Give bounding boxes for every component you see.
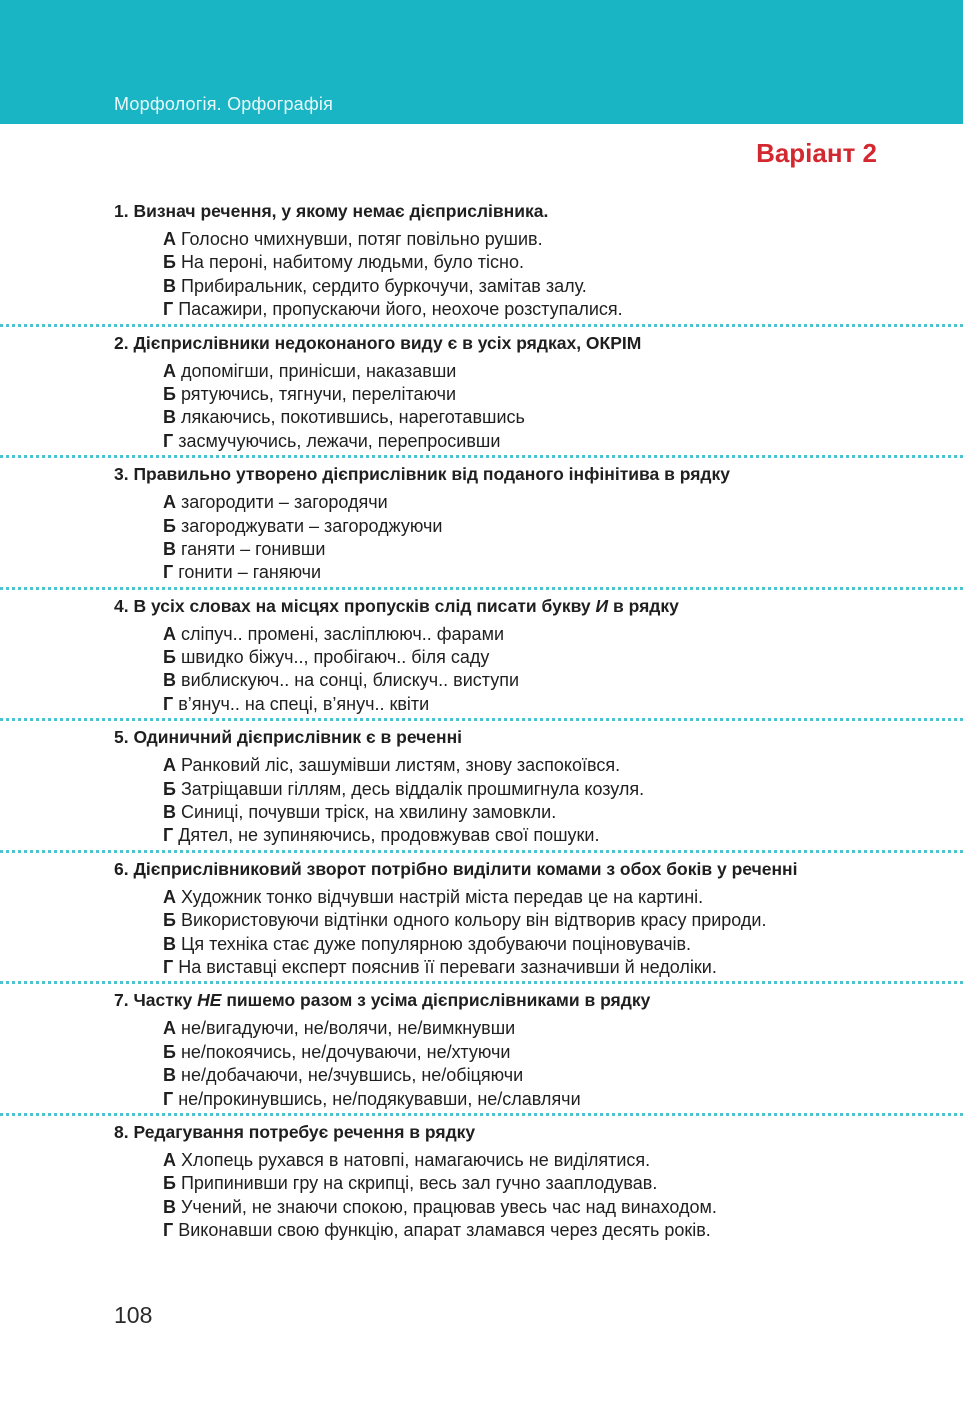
option-letter: Б: [163, 1173, 176, 1194]
question-8: [0, 1120, 963, 1243]
option-b[interactable]: [163, 909, 963, 932]
option-letter: Г: [163, 1220, 174, 1241]
option-a[interactable]: [163, 623, 963, 646]
option-letter: В: [163, 407, 176, 428]
question-prompt: 5. Одиничний дієприслівник є в реченні: [114, 727, 463, 748]
dotted-divider: [0, 850, 963, 853]
option-letter: Б: [163, 647, 176, 668]
option-text: рятуючись, тягнучи, перелітаючи: [180, 383, 457, 404]
option-text: Дятел, не зупиняючись, продовжував свої пошуки.: [178, 825, 600, 846]
option-text: швидко біжуч.., пробігаюч.. біля саду: [180, 647, 490, 668]
option-text: Голосно чмихнувши, потяг повільно рушив.: [181, 229, 543, 249]
option-v[interactable]: [163, 538, 963, 561]
answer-options: [163, 618, 963, 717]
option-v[interactable]: [163, 406, 963, 429]
option-v[interactable]: [163, 801, 963, 824]
option-text: загородити – загородячи: [181, 492, 388, 513]
dotted-divider: [0, 1113, 963, 1116]
option-letter: А: [163, 1018, 176, 1039]
variant-title: Варіант 2: [756, 138, 877, 168]
option-v[interactable]: [163, 669, 963, 692]
dotted-divider: [0, 455, 963, 458]
option-letter: Б: [163, 778, 176, 799]
page-number: 108: [114, 1302, 153, 1328]
option-a[interactable]: [163, 886, 963, 909]
question-prompt: 6. Дієприслівниковий зворот потрібно виділити комами з обох боків у реченні: [114, 858, 798, 879]
option-letter: А: [163, 360, 176, 381]
option-text: Затріщавши гіллям, десь віддалік прошмигнула козуля.: [180, 778, 645, 799]
option-h[interactable]: [163, 1088, 963, 1111]
option-a[interactable]: [163, 754, 963, 777]
question-prompt: 2. Дієприслівники недоконаного виду є в усіх рядках, ОКРІМ: [114, 332, 642, 353]
option-text: загороджувати – загороджуючи: [180, 515, 443, 536]
option-letter: Г: [163, 299, 174, 320]
option-letter: Б: [163, 515, 176, 536]
question-prompt: 3. Правильно утворено дієприслівник від поданого інфінітива в рядку: [114, 464, 731, 485]
option-v[interactable]: [163, 1196, 963, 1219]
option-letter: А: [163, 1149, 176, 1170]
dotted-divider: [0, 718, 963, 721]
option-letter: В: [163, 1196, 176, 1217]
option-letter: А: [163, 229, 176, 249]
header-band: [0, 0, 963, 124]
option-text: Пасажири, пропускаючи його, неохоче розступалися.: [178, 299, 623, 320]
question-prompt: 4. В усіх словах на місцях пропусків слід писати букву И в рядку: [114, 595, 679, 616]
option-h[interactable]: [163, 824, 963, 847]
option-v[interactable]: [163, 1064, 963, 1087]
option-letter: Б: [163, 910, 176, 931]
option-letter: А: [163, 755, 176, 776]
option-letter: В: [163, 275, 176, 296]
question-1: [0, 199, 963, 322]
option-text: Ця техніка стає дуже популярною здобуваючи поціновувачів.: [181, 933, 692, 954]
option-text: сліпуч.. промені, засліплююч.. фарами: [181, 623, 504, 644]
option-a[interactable]: [163, 360, 963, 383]
option-letter: Г: [163, 562, 174, 583]
option-h[interactable]: [163, 298, 963, 321]
option-b[interactable]: [163, 1041, 963, 1064]
answer-options: [163, 355, 963, 454]
section-title: Морфологія. Орфографія: [114, 94, 334, 114]
option-a[interactable]: [163, 1149, 963, 1172]
option-text: Використовуючи відтінки одного кольору він відтворив красу природи.: [180, 910, 767, 931]
option-b[interactable]: [163, 778, 963, 801]
dotted-divider: [0, 587, 963, 590]
option-text: засмучуючись, лежачи, перепросивши: [178, 430, 501, 451]
option-letter: Г: [163, 693, 174, 714]
question-5: [0, 725, 963, 848]
option-text: в’януч.. на спеці, в’януч.. квіти: [178, 693, 430, 714]
option-text: Художник тонко відчувши настрій міста передав це на картині.: [181, 886, 704, 907]
option-b[interactable]: [163, 515, 963, 538]
option-letter: В: [163, 802, 176, 823]
option-text: Хлопець рухався в натовпі, намагаючись не виділятися.: [181, 1149, 651, 1170]
answer-options: [163, 881, 963, 980]
option-text: Ранковий ліс, зашумівши листям, знову заспокоївся.: [181, 755, 621, 776]
option-letter: Б: [163, 1041, 176, 1062]
option-text: На пероні, набитому людьми, було тісно.: [180, 252, 524, 273]
option-text: не/прокинувшись, не/подякувавши, не/славлячи: [178, 1088, 581, 1109]
question-6: [0, 857, 963, 980]
option-letter: Б: [163, 252, 176, 273]
option-letter: Г: [163, 825, 174, 846]
option-text: не/вигадуючи, не/волячи, не/вимкнувши: [181, 1018, 516, 1039]
option-b[interactable]: [163, 251, 963, 274]
option-text: не/добачаючи, не/зчувшись, не/обіцяючи: [181, 1065, 524, 1086]
option-h[interactable]: [163, 1219, 963, 1242]
option-letter: Б: [163, 383, 176, 404]
option-h[interactable]: [163, 430, 963, 453]
option-text: допомігши, принісши, наказавши: [181, 360, 457, 381]
option-text: Прибиральник, сердито буркочучи, замітав залу.: [181, 275, 587, 296]
dotted-divider: [0, 981, 963, 984]
option-letter: В: [163, 1065, 176, 1086]
option-letter: В: [163, 538, 176, 559]
option-letter: Г: [163, 430, 174, 451]
option-text: Виконавши свою функцію, апарат зламався через десять років.: [178, 1220, 711, 1241]
option-text: виблискуюч.. на сонці, блискуч.. виступи: [181, 670, 520, 691]
question-7: [0, 988, 963, 1111]
dotted-divider: [0, 324, 963, 327]
answer-options: [163, 223, 963, 322]
question-4: [0, 594, 963, 717]
option-text: не/покоячись, не/дочуваючи, не/хтуючи: [180, 1041, 511, 1062]
question-prompt: 1. Визнач речення, у якому немає дієприслівника.: [114, 201, 549, 221]
questions-list: [0, 199, 963, 1243]
option-text: Учений, не знаючи спокою, працював увесь час над винаходом.: [181, 1196, 717, 1217]
option-b[interactable]: [163, 383, 963, 406]
answer-options: [163, 749, 963, 848]
option-letter: В: [163, 933, 176, 954]
option-b[interactable]: [163, 1172, 963, 1195]
option-a[interactable]: [163, 491, 963, 514]
option-h[interactable]: [163, 693, 963, 716]
question-prompt: 8. Редагування потребує речення в рядку: [114, 1121, 476, 1142]
question-prompt: 7. Частку НЕ пишемо разом з усіма дієприслівниками в рядку: [114, 990, 651, 1011]
option-letter: Г: [163, 1088, 174, 1109]
option-text: лякаючись, покотившись, нареготавшись: [181, 407, 525, 428]
option-text: Припинивши гру на скрипці, весь зал гучно зааплодував.: [180, 1173, 658, 1194]
option-letter: А: [163, 623, 176, 644]
option-b[interactable]: [163, 646, 963, 669]
answer-options: [163, 486, 963, 585]
question-3: [0, 462, 963, 585]
option-letter: А: [163, 492, 176, 513]
option-h[interactable]: [163, 956, 963, 979]
option-letter: В: [163, 670, 176, 691]
option-text: гонити – ганяючи: [178, 562, 322, 583]
answer-options: [163, 1012, 963, 1111]
option-a[interactable]: [163, 1017, 963, 1040]
option-letter: Г: [163, 956, 174, 977]
option-text: Синиці, почувши тріск, на хвилину замовкли.: [181, 802, 557, 823]
question-2: [0, 331, 963, 454]
option-text: На виставці експерт пояснив її переваги зазначивши й недоліки.: [178, 956, 717, 977]
option-v[interactable]: [163, 275, 963, 298]
answer-options: [163, 1144, 963, 1243]
option-h[interactable]: [163, 561, 963, 584]
option-a[interactable]: [163, 228, 963, 251]
option-v[interactable]: [163, 933, 963, 956]
option-letter: А: [163, 886, 176, 907]
option-text: ганяти – гонивши: [181, 538, 326, 559]
